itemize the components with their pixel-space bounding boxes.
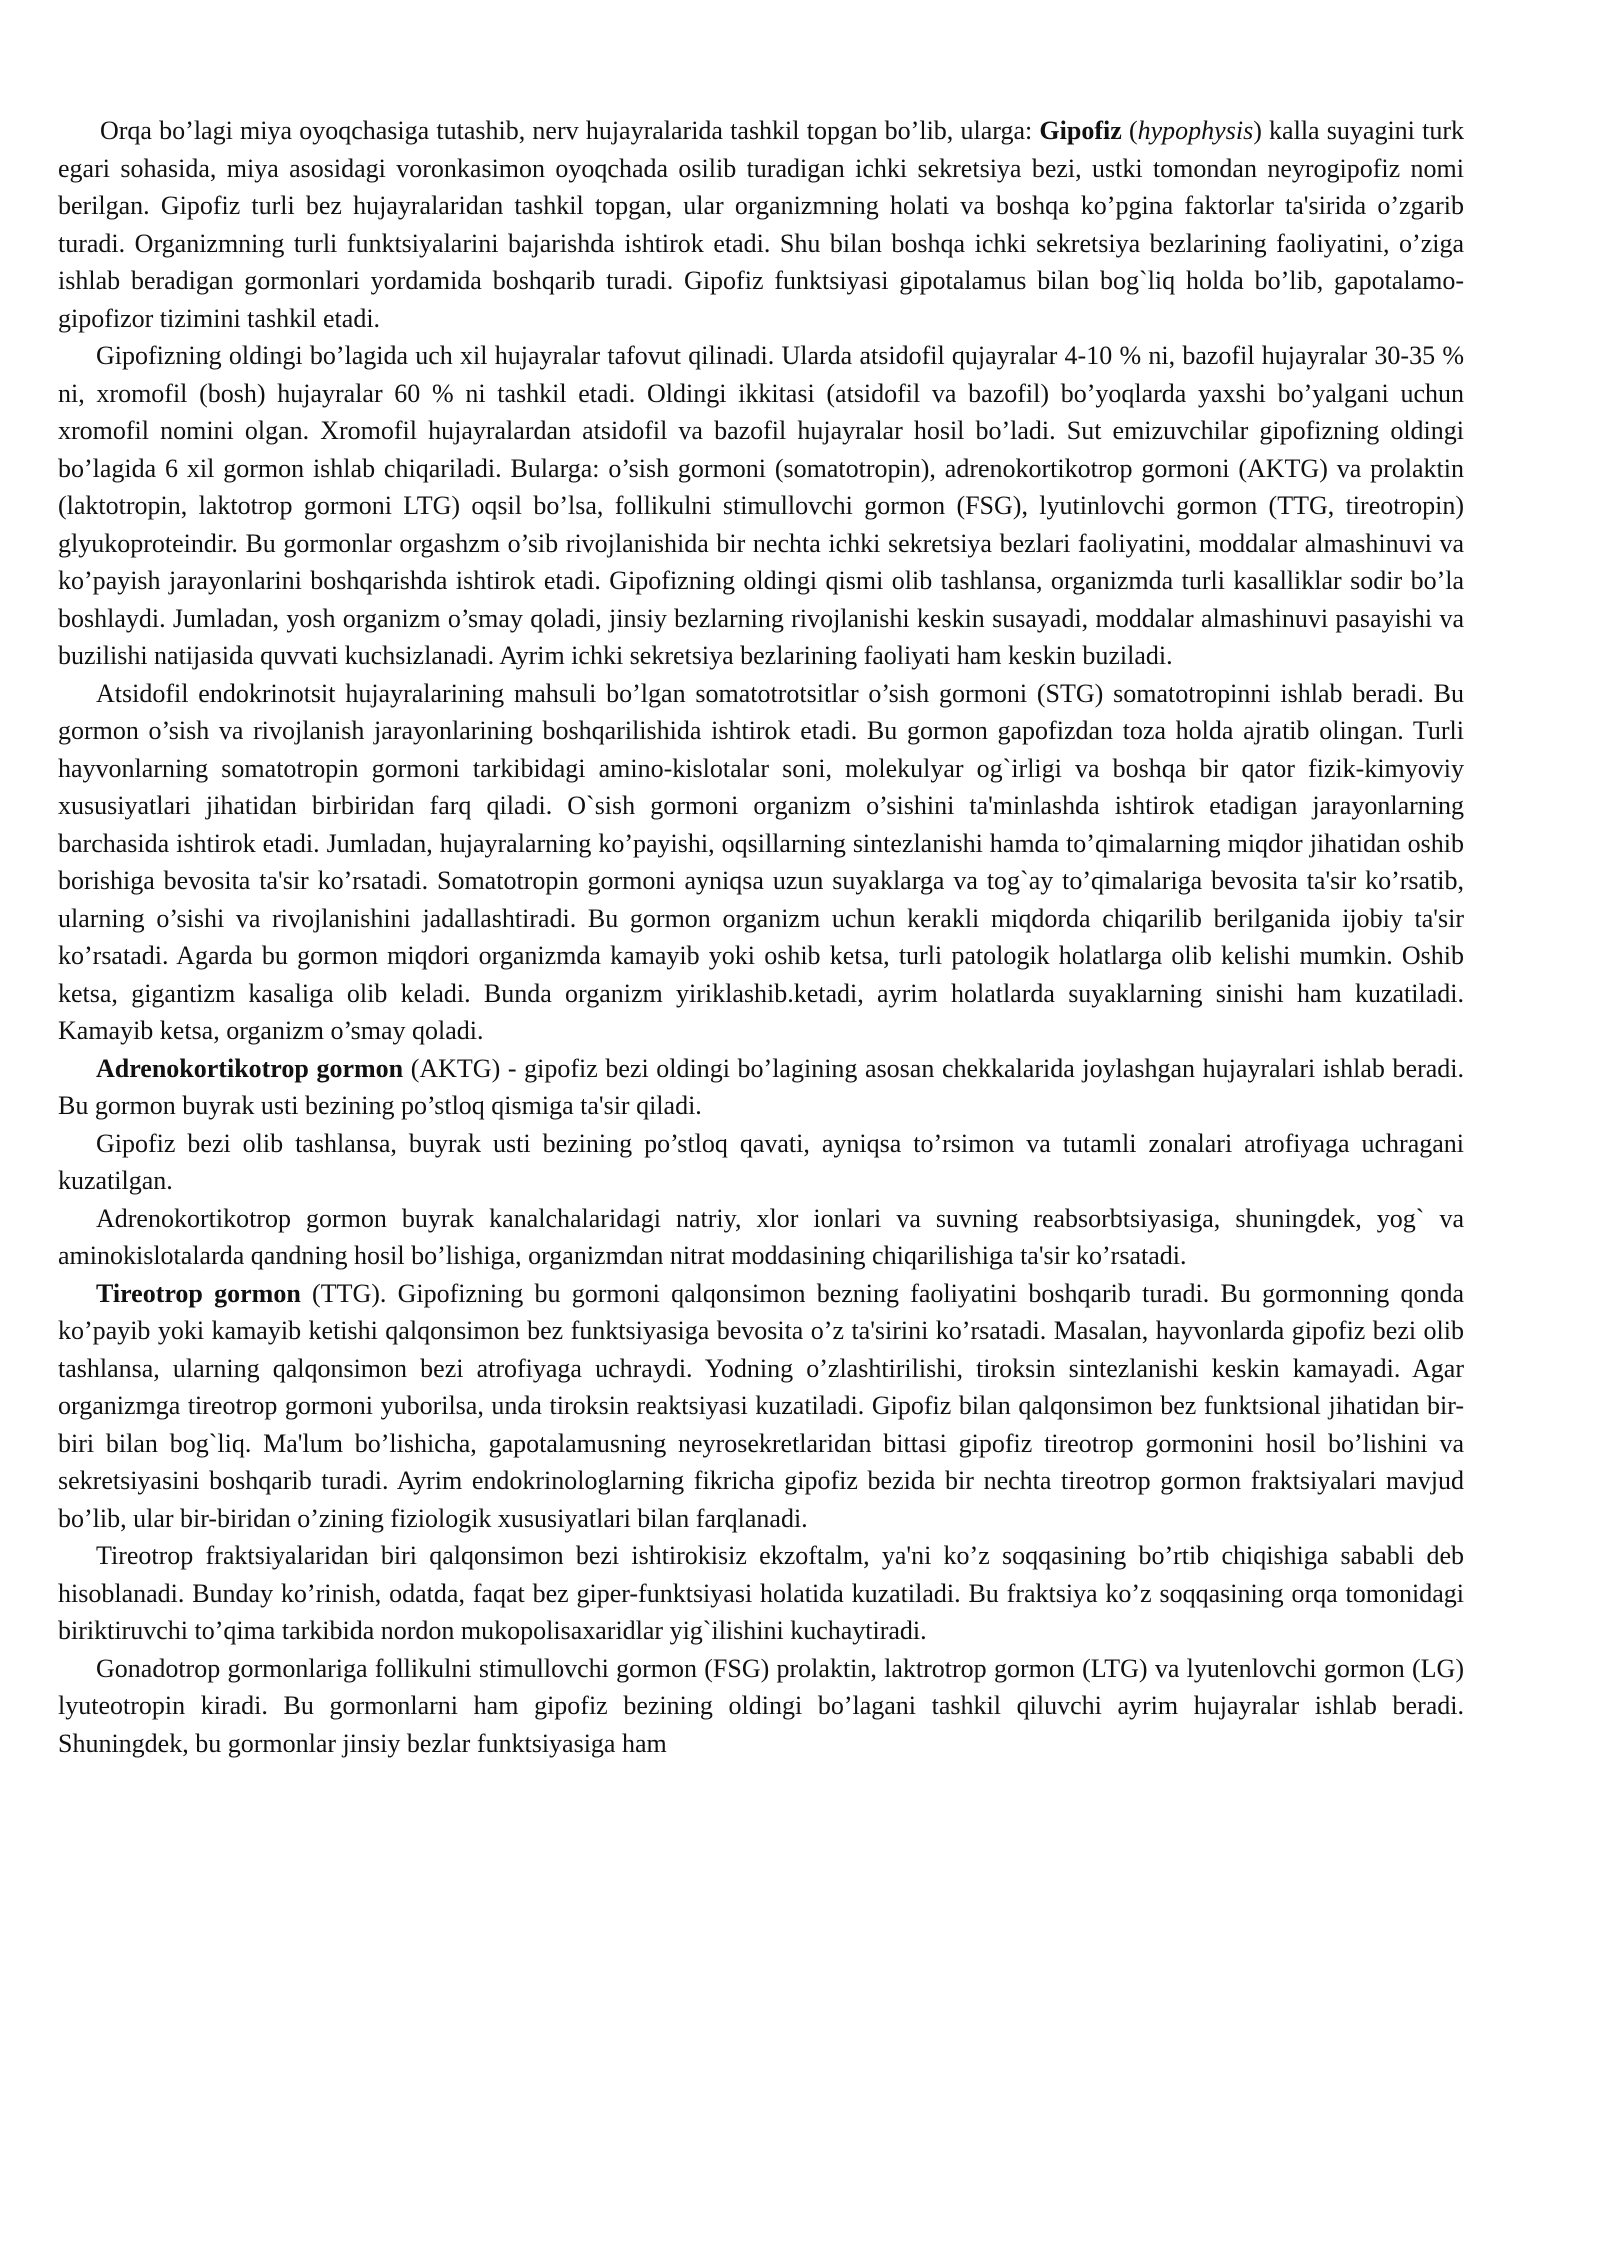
term-tireotrop-gormon: Tireotrop gormon [96,1278,301,1308]
text-run: Tireotrop fraktsiyalaridan biri qalqonsimon bezi ishtirokisiz ekzoftalm, ya'ni ko’z soqqasining bo’rtib chiqishiga sababli deb hisoblanadi. Bunday ko’rinish, odatda, faqat bez giper-funktsiyasi holatida kuzatiladi. Bu fraktsiya ko’z soqqasining orqa tomonidagi biriktiruvchi to’qima tarkibida nordon mukopolisaxaridlar yig`ilishini kuchaytiradi. [58,1541,1464,1645]
paragraph-acth-effects [58,1200,1464,1275]
term-gipofiz: Gipofiz [1039,116,1122,145]
text-run: (TTG). Gipofizning bu gormoni qalqonsimon bezning faoliyatini boshqarib turadi. Bu gormonning qonda ko’payib yoki kamayib ketishi qalqonsimon bez funktsiyasiga bevosita o’z ta'sirini ko’rsatadi. Masalan, hayvonlarda gipofiz bezi olib tashlansa, ularning qalqonsimon bezi atrofiyaga uchraydi. Yodning o’zlashtirilishi, tiroksin sintezlanishi keskin kamayadi. Agar organizmga tireotrop gormoni yuborilsa, unda tiroksin reaktsiyasi kuzatiladi. Gipofiz bilan qalqonsimon bez funktsional jihatidan bir-biri bilan bog`liq. Ma'lum bo’lishicha, gapotalamusning neyrosekretlaridan bittasi gipofiz tireotrop gormonini hosil bo’lishini va sekretsiyasini boshqarib turadi. Ayrim endokrinologlarning fikricha gipofiz bezida bir nechta tireotrop gormon fraktsiyalari mavjud bo’lib, ular bir-biridan o’zining fiziologik xususiyatlari bilan farqlanadi. [58,1278,1464,1533]
paragraph-growth-hormone [58,675,1464,1050]
text-run: ( [1121,116,1138,145]
text-run: Atsidofil endokrinotsit hujayralarining mahsuli bo’lgan somatotrotsitlar o’sish gormoni (STG) somatotropinni ishlab beradi. Bu gormon o’sish va rivojlanish jarayonlarining boshqarilishida ishtirok etadi. Bu gormon gapofizdan toza holda ajratib olingan. Turli hayvonlarning somatotropin gormoni tarkibidagi amino-kislotalar soni, molekulyar og`irligi va boshqa bir qator fizik-kimyoviy xususiyatlari jihatidan birbiridan farq qiladi. O`sish gormoni organizm o’sishini ta'minlashda ishtirok etadigan jarayonlarning barchasida ishtirok etadi. Jumladan, hujayralarning ko’payishi, oqsillarning sintezlanishi hamda to’qimalarning miqdor jihatidan oshib borishiga bevosita ta'sir ko’rsatadi. Somatotropin gormoni ayniqsa uzun suyaklarga va tog`ay to’qimalariga bevosita ta'sir ko’rsatib, ularning o’sishi va rivojlanishini jadallashtiradi. Bu gormon organizm uchun kerakli miqdorda chiqarilib berilganida ijobiy ta'sir ko’rsatadi. Agarda bu gormon miqdori organizmda kamayib yoki oshib ketsa, turli patologik holatlarga olib kelishi mumkin. Oshib ketsa, gigantizm kasaliga olib keladi. Bunda organizm yiriklashib.ketadi, ayrim holatlarda suyaklarning sinishi ham kuzatiladi. Kamayib ketsa, organizm o’smay qoladi. [58,678,1464,1045]
paragraph-neurohypophysis [58,112,1464,337]
paragraph-anterior-lobe-cells [58,337,1464,675]
text-run: Orqa bo’lagi miya oyoqchasiga tutashib, nerv hujayralarida tashkil topgan bo’lib, ularga: [100,116,1040,145]
text-run: Gipofiz bezi olib tashlansa, buyrak usti bezining po’stloq qavati, ayniqsa to’rsimon va tutamli zonalari atrofiyaga uchragani kuzatilgan. [58,1128,1464,1195]
paragraph-acth-removal [58,1125,1464,1200]
paragraph-tsh [58,1275,1464,1538]
paragraph-tsh-fractions [58,1537,1464,1650]
term-hypophysis: hypophysis [1137,116,1254,145]
document-body [58,112,1464,1762]
text-run: (AKTG) - gipofiz bezi oldingi bo’lagining asosan chekkalarida joylashgan hujayralari ishlab beradi. Bu gormon buyrak usti bezining po’stloq qismiga ta'sir qiladi. [58,1053,1464,1120]
text-run: Gonadotrop gormonlariga follikulni stimullovchi gormon (FSG) prolaktin, laktrotrop gormon (LTG) va lyutenlovchi gormon (LG) lyuteotropin kiradi. Bu gormonlarni ham gipofiz bezining oldingi bo’lagani tashkil qiluvchi ayrim hujayralar ishlab beradi. Shuningdek, bu gormonlar jinsiy bezlar funktsiyasiga ham [58,1653,1464,1758]
text-run: Gipofizning oldingi bo’lagida uch xil hujayralar tafovut qilinadi. Ularda atsidofil qujayralar 4-10 % ni, bazofil hujayralar 30-35 % ni, xromofil (bosh) hujayralar 60 % ni tashkil etadi. Oldingi ikkitasi (atsidofil va bazofil) bo’yoqlarda yaxshi bo’yalgani uchun xromofil nomini olgan. Xromofil hujayralardan atsidofil va bazofil hujayralar hosil bo’ladi. Sut emizuvchilar gipofizning oldingi bo’lagida 6 xil gormon ishlab chiqariladi. Bularga: o’sish gormoni (somatotropin), adrenokortikotrop gormoni (AKTG) va prolaktin (laktotropin, laktotrop gormoni LTG) oqsil bo’lsa, follikulni stimullovchi gormon (FSG), lyutinlovchi gormon (TTG, tireotropin) glyukoproteindir. Bu gormonlar orgashzm o’sib rivojlanishida bir nechta ichki sekretsiya bezlari faoliyatini, moddalar almashinuvi va ko’payish jarayonlarini boshqarishda ishtirok etadi. Gipofizning oldingi qismi olib tashlansa, organizmda turli kasalliklar sodir bo’la boshlaydi. Jumladan, yosh organizm o’smay qoladi, jinsiy bezlarning rivojlanishi keskin susayadi, moddalar almashinuvi pasayishi va buzilishi natijasida quvvati kuchsizlanadi. Ayrim ichki sekretsiya bezlarining faoliyati ham keskin buziladi. [58,341,1464,670]
paragraph-gonadotropins [58,1650,1464,1763]
term-adrenokortikotrop-gormon: Adrenokortikotrop gormon [96,1053,404,1083]
text-run: ) kalla suyagini turk egari sohasida, miya asosidagi voronkasimon oyoqchada osilib turadigan ichki sekretsiya bezi, ustki tomondan neyrogipofiz nomi berilgan. Gipofiz turli bez hujayralaridan tashkil topgan, ular organizmning holati va boshqa ko’pgina faktorlar ta'sirida o’zgarib turadi. Organizmning turli funktsiyalarini bajarishda ishtirok etadi. Shu bilan boshqa ichki sekretsiya bezlarining faoliyatini, o’ziga ishlab beradigan gormonlari yordamida boshqarib turadi. Gipofiz funktsiyasi gipotalamus bilan bog`liq holda bo’lib, gapotalamo-gipofizor tizimini tashkil etadi. [58,116,1464,333]
text-run: Adrenokortikotrop gormon buyrak kanalchalaridagi natriy, xlor ionlari va suvning reabsorbtsiyasiga, shuningdek, yog` va aminokislotalarda qandning hosil bo’lishiga, organizmdan nitrat moddasining chiqarilishiga ta'sir ko’rsatadi. [58,1203,1464,1270]
paragraph-acth-intro [58,1050,1464,1125]
